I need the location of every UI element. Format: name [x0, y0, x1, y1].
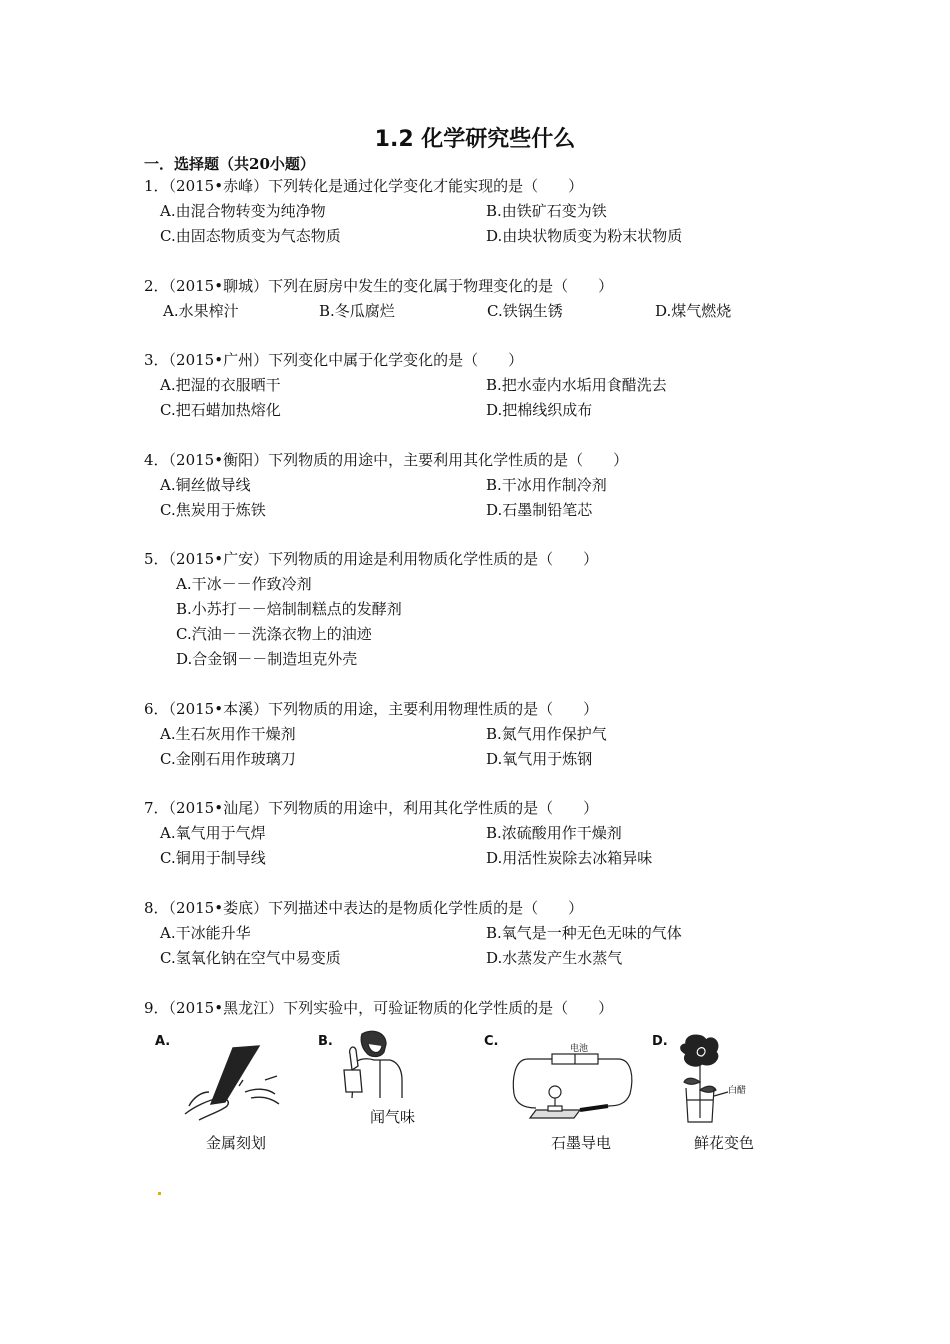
- question-3-option-a[interactable]: A.把湿的衣服晒干: [160, 376, 281, 394]
- question-6-option-b[interactable]: B.氮气用作保护气: [486, 725, 607, 743]
- question-2-option-a[interactable]: A.水果榨汁: [163, 302, 239, 320]
- question-2-stem: 2．（2015•聊城）下列在厨房中发生的变化属于物理变化的是（ ）: [144, 277, 614, 295]
- question-5-option-d[interactable]: D.合金钢－－制造坦克外壳: [176, 650, 358, 668]
- question-1-option-b[interactable]: B.由铁矿石变为铁: [486, 202, 607, 220]
- question-4-stem: 4．（2015•衡阳）下列物质的用途中，主要利用其化学性质的是（ ）: [144, 451, 629, 469]
- question-5-option-c[interactable]: C.汽油－－洗涤衣物上的油迹: [176, 625, 372, 643]
- battery-label: 电池: [570, 1044, 589, 1054]
- question-2-option-d[interactable]: D.煤气燃烧: [655, 302, 732, 320]
- figure-b-letter[interactable]: B.: [318, 1034, 333, 1049]
- question-4-option-d[interactable]: D.石墨制铅笔芯: [486, 501, 593, 519]
- question-1-stem: 1．（2015•赤峰）下列转化是通过化学变化才能实现的是（ ）: [144, 177, 584, 195]
- question-9-stem: 9．（2015•黑龙江）下列实验中，可验证物质的化学性质的是（ ）: [144, 999, 614, 1017]
- question-8-stem: 8．（2015•娄底）下列描述中表达的是物质化学性质的是（ ）: [144, 899, 584, 917]
- figure-c-letter[interactable]: C.: [484, 1034, 499, 1049]
- question-5-stem: 5．（2015•广安）下列物质的用途是利用物质化学性质的是（ ）: [144, 550, 599, 568]
- question-8-option-c[interactable]: C.氢氧化钠在空气中易变质: [160, 949, 341, 967]
- question-5-option-b[interactable]: B.小苏打－－焙制制糕点的发酵剂: [176, 600, 402, 618]
- question-1-option-a[interactable]: A.由混合物转变为纯净物: [160, 202, 326, 220]
- smelling-illustration: [340, 1030, 420, 1100]
- question-6-option-d[interactable]: D.氧气用于炼钢: [486, 750, 593, 768]
- metal-scratch-illustration: [175, 1040, 290, 1125]
- question-8-option-d[interactable]: D.水蒸发产生水蒸气: [486, 949, 623, 967]
- question-7-option-d[interactable]: D.用活性炭除去冰箱异味: [486, 849, 653, 867]
- question-8-option-b[interactable]: B.氧气是一种无色无味的气体: [486, 924, 682, 942]
- figure-a-caption: 金属刻划: [206, 1134, 267, 1152]
- figure-d-letter[interactable]: D.: [652, 1034, 668, 1049]
- figure-c-caption: 石墨导电: [551, 1134, 612, 1152]
- vinegar-label: 白醋: [728, 1086, 747, 1096]
- question-7-option-b[interactable]: B.浓硫酸用作干燥剂: [486, 824, 622, 842]
- question-2-option-b[interactable]: B.冬瓜腐烂: [319, 302, 395, 320]
- figure-b-caption: 闻气味: [370, 1108, 416, 1126]
- question-3-option-d[interactable]: D.把棉线织成布: [486, 401, 593, 419]
- question-1-option-c[interactable]: C.由固态物质变为气态物质: [160, 227, 341, 245]
- question-3-option-b[interactable]: B.把水壶内水垢用食醋洗去: [486, 376, 667, 394]
- page-title: 1.2 化学研究些什么: [374, 127, 576, 152]
- question-8-option-a[interactable]: A.干冰能升华: [160, 924, 251, 942]
- question-4-option-c[interactable]: C.焦炭用于炼铁: [160, 501, 266, 519]
- figure-a-letter[interactable]: A.: [155, 1034, 171, 1049]
- figure-d-caption: 鲜花变色: [694, 1134, 755, 1152]
- question-7-stem: 7．（2015•汕尾）下列物质的用途中，利用其化学性质的是（ ）: [144, 799, 599, 817]
- question-6-option-a[interactable]: A.生石灰用作干燥剂: [160, 725, 296, 743]
- question-4-option-a[interactable]: A.铜丝做导线: [160, 476, 251, 494]
- section-heading: 一．选择题（共20小题）: [144, 155, 315, 173]
- question-3-stem: 3．（2015•广州）下列变化中属于化学变化的是（ ）: [144, 351, 524, 369]
- question-7-option-c[interactable]: C.铜用于制导线: [160, 849, 266, 867]
- flower-vase-illustration: [672, 1034, 732, 1124]
- question-6-option-c[interactable]: C.金刚石用作玻璃刀: [160, 750, 296, 768]
- question-1-option-d[interactable]: D.由块状物质变为粉末状物质: [486, 227, 683, 245]
- scan-artifact-dot: [158, 1192, 161, 1195]
- question-4-option-b[interactable]: B.干冰用作制冷剂: [486, 476, 607, 494]
- question-2-option-c[interactable]: C.铁锅生锈: [487, 302, 563, 320]
- question-6-stem: 6．（2015•本溪）下列物质的用途，主要利用物理性质的是（ ）: [144, 700, 599, 718]
- question-5-option-a[interactable]: A.干冰－－作致冷剂: [176, 575, 312, 593]
- question-7-option-a[interactable]: A.氧气用于气焊: [160, 824, 266, 842]
- question-3-option-c[interactable]: C.把石蜡加热熔化: [160, 401, 281, 419]
